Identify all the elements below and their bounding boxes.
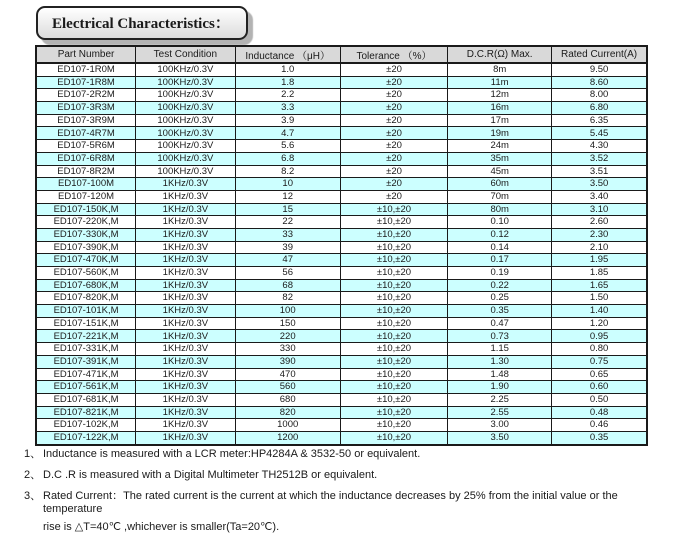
cell-dcr-max: 0.19 <box>448 267 552 280</box>
cell-rated-current: 5.45 <box>552 127 647 140</box>
table-row <box>36 330 647 343</box>
cell-tolerance: ±20 <box>340 140 448 153</box>
cell-rated-current: 0.48 <box>552 406 647 419</box>
cell-rated-current: 0.75 <box>552 355 647 368</box>
cell-inductance: 100 <box>235 305 340 318</box>
cell-rated-current: 0.60 <box>552 381 647 394</box>
cell-inductance: 150 <box>235 317 340 330</box>
cell-inductance: 220 <box>235 330 340 343</box>
cell-dcr-max: 0.22 <box>448 279 552 292</box>
cell-test-condition: 1KHz/0.3V <box>136 393 236 406</box>
cell-rated-current: 3.50 <box>552 178 647 191</box>
cell-test-condition: 1KHz/0.3V <box>136 368 236 381</box>
cell-rated-current: 1.85 <box>552 267 647 280</box>
table-row <box>36 140 647 153</box>
table-row <box>36 393 647 406</box>
cell-test-condition: 100KHz/0.3V <box>136 102 236 115</box>
cell-inductance: 1.8 <box>235 76 340 89</box>
cell-rated-current: 4.30 <box>552 140 647 153</box>
cell-part-number: ED107-330K,M <box>36 228 136 241</box>
cell-part-number: ED107-1R8M <box>36 76 136 89</box>
cell-inductance: 2.2 <box>235 89 340 102</box>
note-3-text-line2: rise is △T=40℃ ,whichever is smaller(Ta=20℃). <box>43 521 280 533</box>
cell-dcr-max: 0.14 <box>448 241 552 254</box>
note-3 <box>24 490 669 535</box>
table-row <box>36 165 647 178</box>
cell-rated-current: 2.10 <box>552 241 647 254</box>
cell-part-number: ED107-561K,M <box>36 381 136 394</box>
cell-part-number: ED107-4R7M <box>36 127 136 140</box>
cell-rated-current: 0.35 <box>552 431 647 444</box>
cell-test-condition: 1KHz/0.3V <box>136 330 236 343</box>
cell-part-number: ED107-390K,M <box>36 241 136 254</box>
cell-tolerance: ±20 <box>340 178 448 191</box>
note-2-text: D.C .R is measured with a Digital Multimeter TH2512B or equivalent. <box>43 468 378 481</box>
note-1-text: Inductance is measured with a LCR meter:HP4284A & 3532-50 or equivalent. <box>43 448 421 460</box>
cell-part-number: ED107-5R6M <box>36 140 136 153</box>
cell-rated-current: 1.40 <box>552 305 647 318</box>
cell-dcr-max: 1.90 <box>448 381 552 394</box>
cell-test-condition: 1KHz/0.3V <box>136 190 236 203</box>
cell-tolerance: ±10,±20 <box>340 267 448 280</box>
cell-tolerance: ±20 <box>340 165 448 178</box>
cell-inductance: 1200 <box>235 431 340 444</box>
cell-rated-current: 6.35 <box>552 114 647 127</box>
table-row <box>36 216 647 229</box>
table-row <box>36 305 647 318</box>
cell-tolerance: ±10,±20 <box>340 419 448 432</box>
cell-test-condition: 1KHz/0.3V <box>136 431 236 444</box>
cell-part-number: ED107-122K,M <box>36 431 136 444</box>
cell-rated-current: 3.51 <box>552 165 647 178</box>
cell-inductance: 1.0 <box>235 63 340 76</box>
cell-dcr-max: 3.50 <box>448 431 552 444</box>
cell-dcr-max: 0.47 <box>448 317 552 330</box>
cell-test-condition: 100KHz/0.3V <box>136 140 236 153</box>
cell-dcr-max: 8m <box>448 63 552 76</box>
table-row <box>36 368 647 381</box>
cell-dcr-max: 0.17 <box>448 254 552 267</box>
cell-tolerance: ±10,±20 <box>340 203 448 216</box>
note-2-number: 2、 <box>24 468 42 481</box>
cell-part-number: ED107-680K,M <box>36 279 136 292</box>
cell-rated-current: 1.95 <box>552 254 647 267</box>
table-row <box>36 381 647 394</box>
cell-rated-current: 0.65 <box>552 368 647 381</box>
cell-tolerance: ±10,±20 <box>340 279 448 292</box>
cell-part-number: ED107-6R8M <box>36 152 136 165</box>
cell-test-condition: 100KHz/0.3V <box>136 152 236 165</box>
header-dcr-max: D.C.R(Ω) Max. <box>448 46 552 63</box>
table-row <box>36 127 647 140</box>
cell-tolerance: ±10,±20 <box>340 368 448 381</box>
table-row <box>36 178 647 191</box>
cell-test-condition: 100KHz/0.3V <box>136 89 236 102</box>
table-row <box>36 228 647 241</box>
cell-dcr-max: 2.55 <box>448 406 552 419</box>
cell-rated-current: 1.65 <box>552 279 647 292</box>
cell-part-number: ED107-331K,M <box>36 343 136 356</box>
table-row <box>36 190 647 203</box>
cell-dcr-max: 17m <box>448 114 552 127</box>
cell-test-condition: 100KHz/0.3V <box>136 127 236 140</box>
cell-inductance: 560 <box>235 381 340 394</box>
note-3-text <box>43 490 669 535</box>
note-1-number: 1、 <box>24 448 42 460</box>
cell-inductance: 33 <box>235 228 340 241</box>
cell-test-condition: 1KHz/0.3V <box>136 254 236 267</box>
cell-dcr-max: 70m <box>448 190 552 203</box>
cell-tolerance: ±20 <box>340 63 448 76</box>
cell-test-condition: 1KHz/0.3V <box>136 317 236 330</box>
cell-tolerance: ±10,±20 <box>340 330 448 343</box>
spec-table <box>35 45 648 446</box>
cell-inductance: 47 <box>235 254 340 267</box>
cell-test-condition: 1KHz/0.3V <box>136 279 236 292</box>
cell-inductance: 390 <box>235 355 340 368</box>
cell-inductance: 4.7 <box>235 127 340 140</box>
table-row <box>36 76 647 89</box>
cell-tolerance: ±10,±20 <box>340 292 448 305</box>
table-row <box>36 355 647 368</box>
table-row <box>36 203 647 216</box>
table-row <box>36 431 647 444</box>
cell-inductance: 8.2 <box>235 165 340 178</box>
cell-part-number: ED107-102K,M <box>36 419 136 432</box>
cell-part-number: ED107-2R2M <box>36 89 136 102</box>
cell-rated-current: 2.60 <box>552 216 647 229</box>
table-row <box>36 279 647 292</box>
table-header-row <box>36 46 647 63</box>
cell-test-condition: 1KHz/0.3V <box>136 178 236 191</box>
cell-dcr-max: 2.25 <box>448 393 552 406</box>
cell-dcr-max: 35m <box>448 152 552 165</box>
page-title <box>36 6 248 40</box>
cell-dcr-max: 12m <box>448 89 552 102</box>
cell-test-condition: 1KHz/0.3V <box>136 305 236 318</box>
cell-tolerance: ±20 <box>340 114 448 127</box>
cell-tolerance: ±10,±20 <box>340 317 448 330</box>
cell-rated-current: 2.30 <box>552 228 647 241</box>
cell-tolerance: ±20 <box>340 190 448 203</box>
table-row <box>36 267 647 280</box>
cell-rated-current: 8.60 <box>552 76 647 89</box>
cell-inductance: 15 <box>235 203 340 216</box>
cell-test-condition: 100KHz/0.3V <box>136 63 236 76</box>
cell-tolerance: ±10,±20 <box>340 305 448 318</box>
cell-rated-current: 9.50 <box>552 63 647 76</box>
cell-rated-current: 8.00 <box>552 89 647 102</box>
cell-tolerance: ±10,±20 <box>340 228 448 241</box>
cell-inductance: 12 <box>235 190 340 203</box>
cell-inductance: 1000 <box>235 419 340 432</box>
cell-tolerance: ±10,±20 <box>340 381 448 394</box>
cell-test-condition: 1KHz/0.3V <box>136 228 236 241</box>
cell-tolerance: ±10,±20 <box>340 431 448 444</box>
table-row <box>36 89 647 102</box>
note-1 <box>24 448 669 462</box>
cell-inductance: 39 <box>235 241 340 254</box>
table-body <box>36 63 647 445</box>
cell-dcr-max: 19m <box>448 127 552 140</box>
cell-tolerance: ±20 <box>340 152 448 165</box>
cell-inductance: 470 <box>235 368 340 381</box>
cell-test-condition: 100KHz/0.3V <box>136 165 236 178</box>
table-row <box>36 343 647 356</box>
cell-part-number: ED107-120M <box>36 190 136 203</box>
cell-inductance: 5.6 <box>235 140 340 153</box>
cell-part-number: ED107-221K,M <box>36 330 136 343</box>
table-row <box>36 406 647 419</box>
cell-dcr-max: 0.10 <box>448 216 552 229</box>
page-title-label: Electrical Characteristics： <box>52 16 230 32</box>
cell-tolerance: ±20 <box>340 127 448 140</box>
note-3-number: 3、 <box>24 489 42 502</box>
table-row <box>36 419 647 432</box>
cell-tolerance: ±10,±20 <box>340 216 448 229</box>
cell-dcr-max: 80m <box>448 203 552 216</box>
note-3-text-line1: Rated Current：The rated current is the current at which the inductance decreases by 25% from the initial value or the temperature <box>43 489 618 516</box>
cell-test-condition: 100KHz/0.3V <box>136 76 236 89</box>
cell-part-number: ED107-1R0M <box>36 63 136 76</box>
cell-part-number: ED107-391K,M <box>36 355 136 368</box>
cell-part-number: ED107-821K,M <box>36 406 136 419</box>
footnotes <box>24 448 669 542</box>
cell-tolerance: ±10,±20 <box>340 241 448 254</box>
cell-inductance: 22 <box>235 216 340 229</box>
cell-part-number: ED107-100M <box>36 178 136 191</box>
cell-tolerance: ±10,±20 <box>340 355 448 368</box>
cell-part-number: ED107-151K,M <box>36 317 136 330</box>
cell-test-condition: 1KHz/0.3V <box>136 267 236 280</box>
header-inductance: Inductance （μH） <box>235 46 340 63</box>
cell-tolerance: ±10,±20 <box>340 254 448 267</box>
cell-part-number: ED107-470K,M <box>36 254 136 267</box>
cell-dcr-max: 16m <box>448 102 552 115</box>
cell-part-number: ED107-560K,M <box>36 267 136 280</box>
cell-rated-current: 3.10 <box>552 203 647 216</box>
table-row <box>36 317 647 330</box>
cell-test-condition: 1KHz/0.3V <box>136 216 236 229</box>
cell-rated-current: 0.46 <box>552 419 647 432</box>
cell-part-number: ED107-471K,M <box>36 368 136 381</box>
cell-test-condition: 1KHz/0.3V <box>136 355 236 368</box>
cell-tolerance: ±10,±20 <box>340 393 448 406</box>
cell-rated-current: 3.40 <box>552 190 647 203</box>
cell-inductance: 3.3 <box>235 102 340 115</box>
cell-dcr-max: 60m <box>448 178 552 191</box>
cell-dcr-max: 0.73 <box>448 330 552 343</box>
cell-dcr-max: 24m <box>448 140 552 153</box>
cell-part-number: ED107-3R9M <box>36 114 136 127</box>
cell-rated-current: 3.52 <box>552 152 647 165</box>
table-row <box>36 292 647 305</box>
cell-test-condition: 1KHz/0.3V <box>136 343 236 356</box>
cell-tolerance: ±20 <box>340 102 448 115</box>
cell-inductance: 680 <box>235 393 340 406</box>
cell-tolerance: ±20 <box>340 76 448 89</box>
cell-dcr-max: 0.25 <box>448 292 552 305</box>
cell-rated-current: 0.80 <box>552 343 647 356</box>
electrical-characteristics-table <box>35 45 648 446</box>
cell-rated-current: 1.20 <box>552 317 647 330</box>
header-test-condition: Test Condition <box>136 46 236 63</box>
cell-inductance: 10 <box>235 178 340 191</box>
cell-dcr-max: 0.12 <box>448 228 552 241</box>
cell-rated-current: 0.95 <box>552 330 647 343</box>
cell-rated-current: 6.80 <box>552 102 647 115</box>
cell-part-number: ED107-3R3M <box>36 102 136 115</box>
cell-part-number: ED107-101K,M <box>36 305 136 318</box>
cell-rated-current: 1.50 <box>552 292 647 305</box>
cell-inductance: 68 <box>235 279 340 292</box>
cell-inductance: 3.9 <box>235 114 340 127</box>
cell-rated-current: 0.50 <box>552 393 647 406</box>
cell-tolerance: ±10,±20 <box>340 406 448 419</box>
cell-part-number: ED107-220K,M <box>36 216 136 229</box>
cell-test-condition: 1KHz/0.3V <box>136 292 236 305</box>
cell-inductance: 820 <box>235 406 340 419</box>
cell-test-condition: 1KHz/0.3V <box>136 203 236 216</box>
cell-dcr-max: 0.35 <box>448 305 552 318</box>
header-part-number: Part Number <box>36 46 136 63</box>
cell-inductance: 6.8 <box>235 152 340 165</box>
cell-dcr-max: 45m <box>448 165 552 178</box>
note-2 <box>24 469 669 483</box>
table-row <box>36 241 647 254</box>
table-row <box>36 254 647 267</box>
cell-test-condition: 1KHz/0.3V <box>136 406 236 419</box>
cell-inductance: 330 <box>235 343 340 356</box>
cell-tolerance: ±10,±20 <box>340 343 448 356</box>
cell-part-number: ED107-820K,M <box>36 292 136 305</box>
cell-part-number: ED107-150K,M <box>36 203 136 216</box>
cell-tolerance: ±20 <box>340 89 448 102</box>
header-rated-current: Rated Current(A) <box>552 46 647 63</box>
cell-dcr-max: 11m <box>448 76 552 89</box>
cell-test-condition: 1KHz/0.3V <box>136 419 236 432</box>
cell-dcr-max: 1.30 <box>448 355 552 368</box>
cell-part-number: ED107-8R2M <box>36 165 136 178</box>
table-row <box>36 63 647 76</box>
cell-part-number: ED107-681K,M <box>36 393 136 406</box>
cell-dcr-max: 3.00 <box>448 419 552 432</box>
cell-dcr-max: 1.15 <box>448 343 552 356</box>
cell-test-condition: 1KHz/0.3V <box>136 241 236 254</box>
table-row <box>36 152 647 165</box>
cell-dcr-max: 1.48 <box>448 368 552 381</box>
table-row <box>36 102 647 115</box>
cell-inductance: 56 <box>235 267 340 280</box>
cell-inductance: 82 <box>235 292 340 305</box>
cell-test-condition: 1KHz/0.3V <box>136 381 236 394</box>
table-row <box>36 114 647 127</box>
header-tolerance: Tolerance （%） <box>340 46 448 63</box>
cell-test-condition: 100KHz/0.3V <box>136 114 236 127</box>
